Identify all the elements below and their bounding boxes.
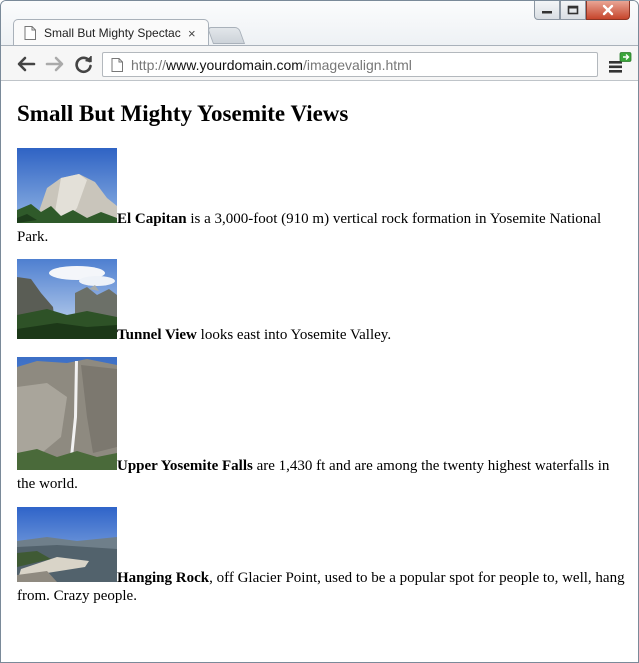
forward-arrow-icon[interactable]	[44, 54, 66, 74]
maximize-icon	[567, 5, 579, 15]
item-text: are 1,430 ft and are among the twenty highest waterfalls in the world.	[17, 458, 610, 492]
page-content	[1, 82, 638, 662]
minimize-button[interactable]	[534, 1, 560, 20]
page-title: Small But Mighty Yosemite Views	[17, 101, 349, 126]
navigation-toolbar	[1, 45, 638, 81]
new-tab-button[interactable]	[207, 27, 245, 44]
item-text: , off Glacier Point, used to be a popular spot for people to, well, hang from. Crazy people.	[17, 570, 625, 604]
reload-icon[interactable]	[73, 54, 95, 74]
tab-close-icon[interactable]: ×	[188, 25, 196, 41]
list-item	[17, 357, 627, 493]
close-icon	[601, 4, 615, 16]
address-bar[interactable]	[102, 52, 598, 77]
url-path: /imagevalign.html	[302, 56, 412, 73]
tab-title: Small But Mighty Spectac	[44, 26, 181, 40]
page-icon	[24, 26, 36, 40]
menu-icon[interactable]	[605, 52, 633, 76]
hanging-rock-photo	[17, 507, 117, 582]
tunnel-view-photo	[17, 259, 117, 339]
list-item	[17, 507, 627, 605]
url-scheme: http://	[131, 56, 167, 73]
tab-active[interactable]	[13, 19, 209, 46]
el-capitan-photo	[17, 148, 117, 223]
minimize-icon	[541, 6, 553, 14]
close-window-button[interactable]	[586, 1, 630, 20]
item-name: El Capitan	[117, 211, 187, 227]
item-name: Tunnel View	[117, 327, 197, 343]
item-text: is a 3,000-foot (910 m) vertical rock formation in Yosemite National Park.	[17, 211, 602, 245]
page-icon	[111, 58, 123, 72]
maximize-button[interactable]	[560, 1, 586, 20]
url-host: www.yourdomain.com	[166, 56, 303, 73]
item-text: looks east into Yosemite Valley.	[196, 327, 392, 343]
back-arrow-icon[interactable]	[15, 54, 37, 74]
title-bar	[1, 1, 638, 45]
upper-yosemite-falls-photo	[17, 357, 117, 470]
list-item	[17, 148, 627, 246]
list-item	[17, 259, 627, 344]
item-name: Upper Yosemite Falls	[117, 458, 253, 474]
window-controls	[534, 1, 630, 20]
url-text[interactable]	[131, 57, 412, 73]
item-name: Hanging Rock	[117, 570, 210, 586]
